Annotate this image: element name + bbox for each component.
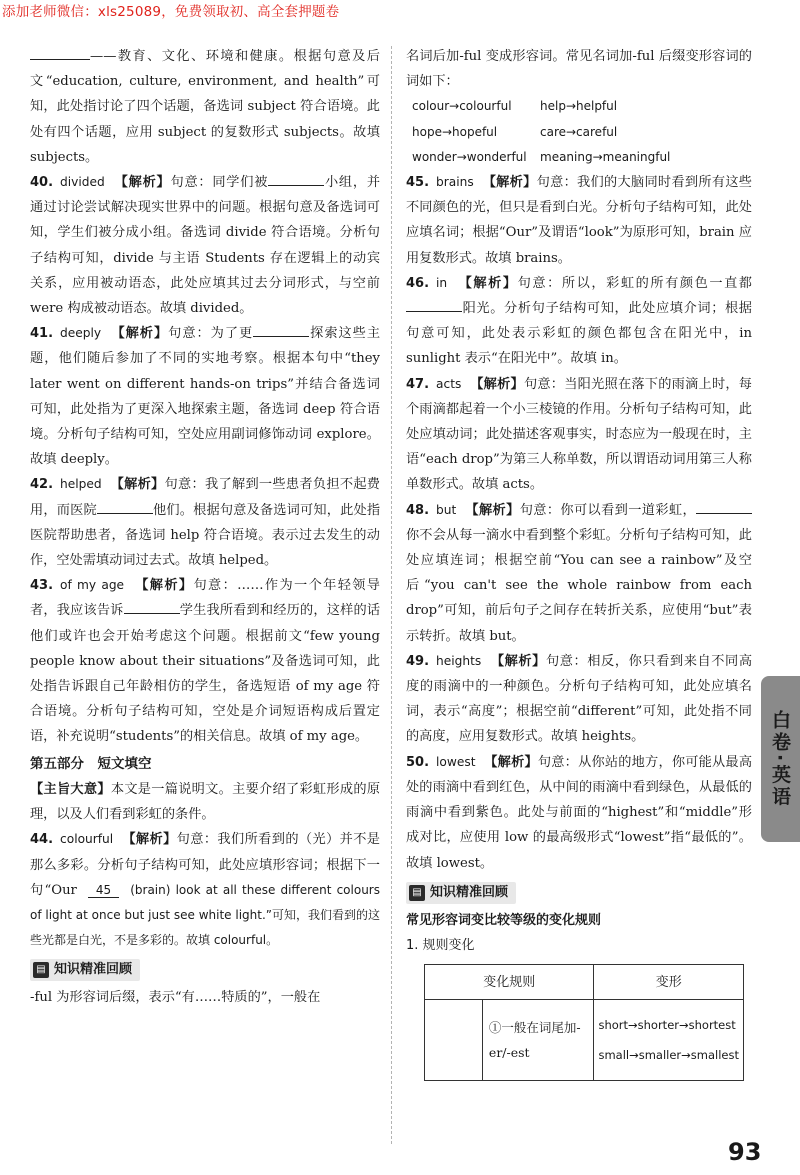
question-45 xyxy=(406,170,752,271)
question-47 xyxy=(406,372,752,498)
answer-blank xyxy=(97,499,153,514)
word-pair: help→helpful xyxy=(540,99,618,114)
word-pair: hope→hopeful xyxy=(412,124,498,139)
analysis-text: 句意：你可以看到一道彩虹， xyxy=(519,502,697,518)
answer-blank xyxy=(124,599,180,614)
answer-blank xyxy=(406,297,462,312)
table-header-rule: 变化规则 xyxy=(425,965,594,1000)
main-idea xyxy=(30,777,380,827)
analysis-tag: 【解析】 xyxy=(470,376,524,392)
analysis-text: 句意：同学们被 xyxy=(170,175,269,191)
intro-paragraph xyxy=(30,44,380,170)
analysis-text: 他们。根据句意及备选词可知，此处指医院帮助患者，备选词 help 符合语境。表示过去发生的动作，空处需填动词过去式。故填 helped。 xyxy=(30,502,381,569)
analysis-text: 阳光。分析句子结构可知，此处应填介词；根据句意可知，此处表示彩虹的颜色都包含在阳光中，in sunlight 表示“在阳光中”。故填 in。 xyxy=(406,301,752,367)
question-48 xyxy=(406,498,752,649)
main-idea-label: 【主旨大意】 xyxy=(30,781,111,797)
question-number: 41. xyxy=(30,326,54,342)
answer-blank xyxy=(268,171,324,186)
question-number: 40. xyxy=(30,175,54,191)
table-cell-rule: ①一般在词尾加-er/-est xyxy=(482,1000,594,1081)
analysis-text: 探索这些主题，他们随后参加了不同的实地考察。根据本句中“they later went on different hands-on trips”并结合备选词可知，此处指为了更深入地探索主题，备选词 deep 符合语境。分析句子结构可知，空处应用副词修饰动词 explore。故填 deeply。 xyxy=(30,326,381,468)
knowledge-review-label: 知识精准回顾 xyxy=(54,962,133,978)
answer-word: but xyxy=(436,502,457,517)
answer-blank xyxy=(253,322,309,337)
analysis-text: 句意：为了更 xyxy=(168,326,254,342)
analysis-tag: 【解析】 xyxy=(135,578,194,594)
analysis-text: (brain) look at all these different colours of light at once but just see white light.”可知，我们看到的这些光都是白光，不是多彩的。故填 colourful。 xyxy=(30,882,380,948)
analysis-text: 学生我所看到和经历的，这样的话他们或许也会开始考虑这个问题。根据前文“few young people know about their situations”及备选词可知，此处指告诉跟自己年龄相仿的学生，备选短语 of my age 符合语境。分析句子结构可知，空处是介词短语构成后置定语，补充说明“students”的相关信息。故填 of my age。 xyxy=(30,603,381,745)
intro-text: ——教育、文化、环境和健康。根据句意及后文“education, culture, environment, and health”可知，此处指讨论了四个话题，备选词 subject 符合语境。此处有四个话题，应用 subject 的复数形式 subjects。故填 subjects。 xyxy=(30,49,380,165)
answer-word: divided xyxy=(60,175,105,190)
rule-title: 常见形容词变比较等级的变化规则 xyxy=(406,912,602,928)
knowledge-review-heading xyxy=(406,882,516,904)
analysis-text: 句意：相反，你只看到来自不同高度的雨滴中的一种颜色。分析句子结构可知，此处应填名词，表示“高度”；根据空前“different”可知，此处指不同的高度，应用复数形式。故填 heights。 xyxy=(406,653,753,745)
analysis-text: 你不会从每一滴水中看到整个彩虹。分析句子结构可知，此处应填连词；根据空前“You can see a rainbow”及空后“you can't see the whole rainbow from each drop”可知，前后句子之间存在转折关系，应使用“but”表示转折。故填 but。 xyxy=(406,527,752,644)
left-column xyxy=(30,44,380,1011)
analysis-tag: 【解析】 xyxy=(465,502,520,518)
ful-suffix-note: -ful 为形容词后缀，表示“有……特质的”，一般在 xyxy=(30,990,321,1006)
analysis-text: 句意：我们所看到的（光）并不是那么多彩。分析句子结构可知，此处应填形容词；根据下一句“Our xyxy=(30,832,380,898)
word-pair: care→careful xyxy=(540,124,618,139)
analysis-tag: 【解析】 xyxy=(122,832,177,848)
answer-word: deeply xyxy=(60,326,102,341)
answer-word: of my age xyxy=(60,578,125,593)
book-icon: ▤ xyxy=(33,962,49,978)
section-title: 第五部分 短文填空 xyxy=(30,755,152,772)
question-number: 48. xyxy=(406,502,430,518)
answer-word: helped xyxy=(60,477,102,492)
book-icon: ▤ xyxy=(409,885,425,901)
word-pair: colour→colourful xyxy=(412,99,512,114)
rule-subtitle: 1. 规则变化 xyxy=(406,937,475,953)
question-43 xyxy=(30,573,380,749)
question-number: 49. xyxy=(406,653,430,669)
question-40 xyxy=(30,170,380,321)
analysis-tag: 【解析】 xyxy=(490,653,546,669)
analysis-text: 句意：当阳光照在落下的雨滴上时，每个雨滴都起着一个小三棱镜的作用。分析句子结构可知，此处应填动词；此处描述客观事实，时态应为一般现在时，主语“each drop”为第三人称单数，所以谓语动词用第三人称单数形式。故填 acts。 xyxy=(406,376,752,493)
question-41 xyxy=(30,321,380,472)
question-number: 47. xyxy=(406,376,430,392)
analysis-text: 句意：我了解到一些患者负担不起费用，而医院 xyxy=(30,477,380,518)
comparison-rules-table xyxy=(424,964,744,1081)
analysis-text: 句意：从你站的地方，你可能从最高处的雨滴中看到红色，从中间的雨滴中看到绿色，从最低的雨滴中看到紫色。此处与前面的“highest”和“middle”形成对比，应使用 low 的最高级形式“lowest”指“最低的”。故填 lowest。 xyxy=(406,754,753,871)
side-tab-label: 白卷·英语 xyxy=(769,709,791,809)
analysis-tag: 【解析】 xyxy=(110,477,165,493)
analysis-text: 句意：……作为一个年轻领导者，我应该告诉 xyxy=(30,578,380,619)
question-number: 44. xyxy=(30,832,54,848)
analysis-text: 小组，并通过讨论尝试解决现实世界中的问题。根据句意及备选词可知，学生们被分成小组。备选词 divide 符合语境。分析句子结构可知，divide 与主语 Students 存在逻辑上的动宾关系，应用被动语态，此处应填其过去分词形式，与空前 were 构成被动语态。故填 divided。 xyxy=(30,175,381,317)
answer-word: lowest xyxy=(436,754,476,769)
analysis-tag: 【解析】 xyxy=(114,175,171,191)
analysis-tag: 【解析】 xyxy=(482,175,537,191)
question-42 xyxy=(30,472,380,573)
answer-word: acts xyxy=(436,376,462,391)
subject-side-tab xyxy=(761,676,800,842)
page-number: 93 xyxy=(728,1138,762,1166)
knowledge-review-heading xyxy=(30,959,140,981)
ful-word-list xyxy=(406,94,752,170)
question-number: 46. xyxy=(406,275,430,291)
column-divider xyxy=(391,46,392,1144)
answer-word: in xyxy=(436,275,448,290)
question-46 xyxy=(406,271,752,372)
ful-suffix-continued: 名词后加-ful 变成形容词。常见名词加-ful 后缀变形容词的词如下： xyxy=(406,49,752,90)
blank-45-label: 45 xyxy=(88,883,119,898)
example-line: short→shorter→shortest xyxy=(598,1018,736,1033)
answer-word: heights xyxy=(436,653,482,668)
table-header-row xyxy=(425,965,744,1000)
example-line: small→smaller→smallest xyxy=(598,1048,739,1063)
question-44 xyxy=(30,827,380,953)
question-49 xyxy=(406,649,752,750)
table-header-form: 变形 xyxy=(594,965,744,1000)
answer-blank xyxy=(696,499,752,514)
analysis-tag: 【解析】 xyxy=(111,326,169,342)
knowledge-review-label: 知识精准回顾 xyxy=(430,884,509,900)
analysis-text: 句意：所以，彩虹的所有颜色一直都 xyxy=(517,275,752,291)
question-50 xyxy=(406,750,752,876)
table-cell-empty xyxy=(425,1000,483,1081)
main-idea-text: 本文是一篇说明文。主要介绍了彩虹形成的原理，以及人们看到彩虹的条件。 xyxy=(30,781,381,823)
analysis-text: 句意：我们的大脑同时看到所有这些不同颜色的光，但只是看到白光。分析句子结构可知，此处应填名词；根据“Our”及谓语“look”为原形可知，brain 应用复数形式。故填 brains。 xyxy=(406,175,752,266)
analysis-tag: 【解析】 xyxy=(458,275,518,291)
analysis-tag: 【解析】 xyxy=(484,754,538,770)
question-number: 43. xyxy=(30,578,54,594)
word-pair: wonder→wonderful xyxy=(412,149,527,164)
table-row xyxy=(425,1000,744,1081)
word-pair: meaning→meaningful xyxy=(540,149,671,164)
answer-word: brains xyxy=(436,175,474,190)
header-note: 添加老师微信：xls25089，免费领取初、高全套押题卷 xyxy=(2,4,340,20)
table-cell-examples xyxy=(594,1000,744,1081)
question-number: 45. xyxy=(406,175,430,191)
answer-word: colourful xyxy=(60,832,114,847)
answer-blank xyxy=(30,45,90,60)
question-number: 50. xyxy=(406,754,430,770)
right-column xyxy=(406,44,752,1081)
question-number: 42. xyxy=(30,477,54,493)
